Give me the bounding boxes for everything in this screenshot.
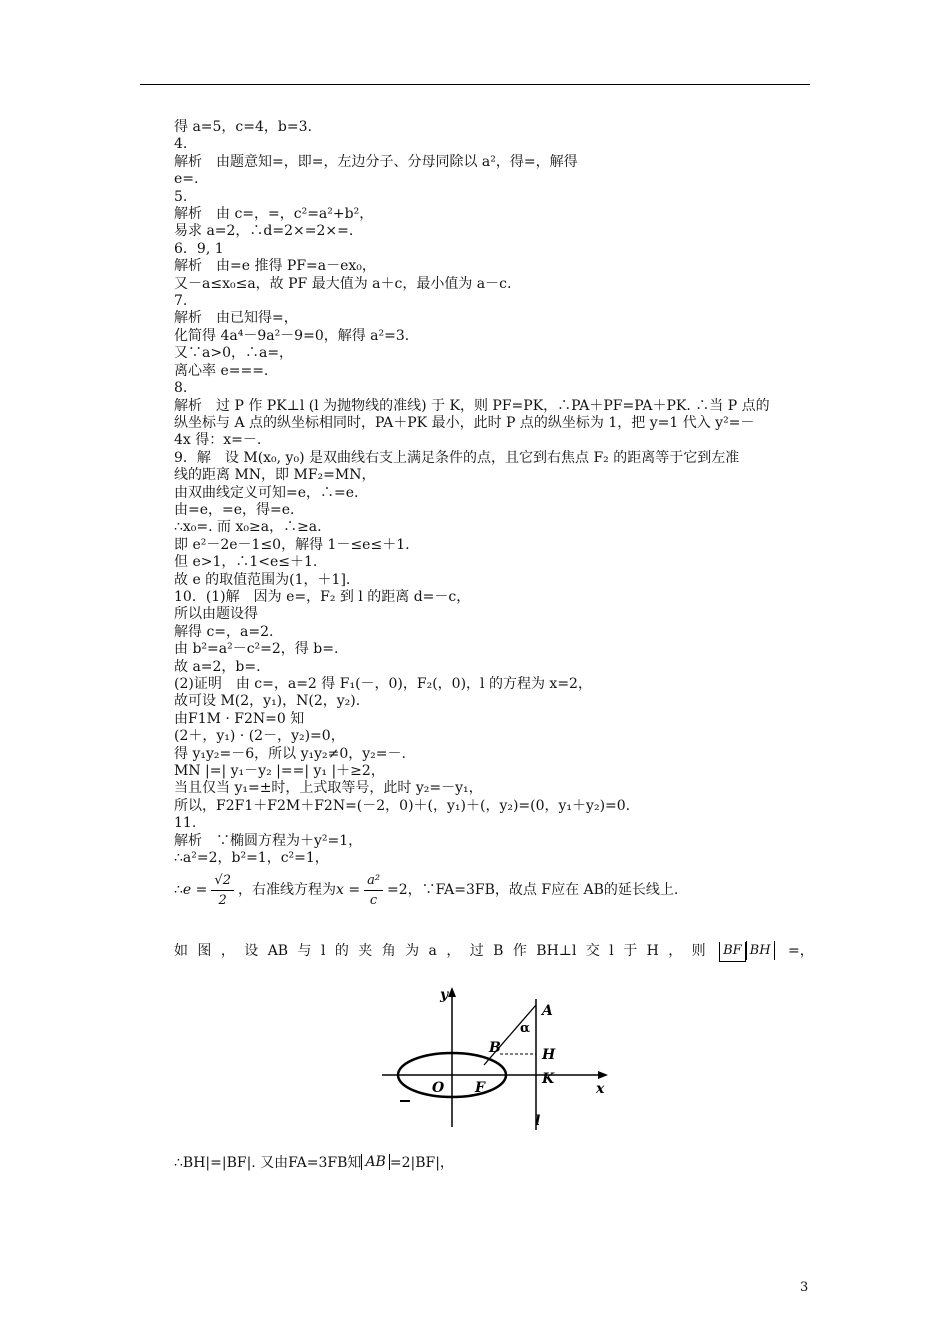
angle-line-token: a xyxy=(428,942,437,959)
text-line: 所以由题设得 xyxy=(174,606,258,623)
text-line: 得 y₁y₂=－6，所以 y₁y₂≠0，y₂=－. xyxy=(174,745,406,762)
text-line: 解得 c=，a=2. xyxy=(174,623,274,640)
text-line: 离心率 e===. xyxy=(174,362,269,379)
text-line: 即 e²－2e－1≤0，解得 1－≤e≤＋1. xyxy=(174,536,410,553)
angle-line-token: l xyxy=(609,942,614,959)
angle-line-token: H xyxy=(646,942,659,959)
angle-line-token: BH⊥l xyxy=(536,942,577,959)
label-h: H xyxy=(542,1047,556,1063)
text-line: 解析 由=e 推得 PF=a－ex₀， xyxy=(174,258,376,275)
angle-line-tail: =， xyxy=(787,942,814,959)
directrix-text: ，右准线方程为 xyxy=(237,881,336,898)
y-axis-arrow xyxy=(448,987,456,997)
x-denominator: c xyxy=(369,892,378,908)
text-line: 由 b²=a²－c²=2，得 b=. xyxy=(174,641,339,658)
angle-line-token: 为 xyxy=(405,942,420,959)
text-line: 8. xyxy=(174,380,188,397)
angle-line-token: 与 xyxy=(297,942,312,959)
text-line: 9．解 设 M(x₀, y₀) 是双曲线右支上满足条件的点，且它到右焦点 F₂ 的距离等于它到左准 xyxy=(174,449,740,466)
text-line: 线的距离 MN，即 MF₂=MN， xyxy=(174,467,376,484)
text-line: 由双曲线定义可知=e，∴=e. xyxy=(174,484,359,501)
text-line: 纵坐标与 A 点的纵坐标相同时，PA＋PK 最小，此时 P 点的纵坐标为 1，把 y=1 代入 y²=－ xyxy=(174,414,755,431)
x-fraction xyxy=(364,872,383,910)
formula-tail: =2，∵FA=3FB，故点 F应在 AB的延长线上. xyxy=(387,881,679,898)
text-line: 又－a≤x₀≤a，故 PF 最大值为 a＋c，最小值为 a－c. xyxy=(174,275,512,292)
text-line: 当且仅当 y₁=±时，上式取等号，此时 y₂=－y₁， xyxy=(174,780,483,797)
text-line: 10．(1)解 因为 e=，F₂ 到 l 的距离 d=－c， xyxy=(174,588,471,605)
ellipse-figure xyxy=(380,985,612,1133)
angle-line-token: 图 xyxy=(197,942,212,959)
angle-line-token: B xyxy=(493,942,504,959)
text-line: 得 a=5，c=4，b=3. xyxy=(174,119,312,135)
bf-over-bh-fraction xyxy=(719,941,774,961)
text-line: ∴x₀=. 而 x₀≥a，∴≥a. xyxy=(174,519,322,536)
e-numerator: √2 xyxy=(211,872,234,891)
text-line: 11. xyxy=(174,815,197,832)
final-line xyxy=(174,1152,454,1172)
angle-line-token: l xyxy=(320,942,326,959)
text-line: 解析 过 P 作 PK⊥l (l 为抛物线的准线) 于 K，则 PF=PK，∴PA＋PF=PA＋PK. ∴当 P 点的 xyxy=(174,397,770,414)
text-line: 4x 得：x=－. xyxy=(174,432,262,449)
text-line: 4. xyxy=(174,136,188,153)
eccentricity-formula: ∴ e = $\frac{√2}{2}$ ，右准线方程为 x = $\frac{\text{a²}}{c}$ =2，∵FA=3FB，故点 F应在 AB的延长线上. xyxy=(174,872,679,908)
text-line: 解析 ∵椭圆方程为＋y²=1， xyxy=(174,832,363,849)
text-line: 故 a=2，b=. xyxy=(174,658,261,675)
solution-text xyxy=(174,119,814,981)
text-line: 故 e 的取值范围为(1，＋1]. xyxy=(174,571,351,588)
text-line: MN |=| y₁－y₂ |==| y₁ |＋≥2， xyxy=(174,763,385,780)
angle-line-token: 如 xyxy=(174,942,188,959)
final-line-end: =2|BF|， xyxy=(389,1155,454,1171)
text-line: 化简得 4a⁴－9a²－9=0，解得 a²=3. xyxy=(174,327,410,344)
page-number: 3 xyxy=(800,1280,809,1295)
text-line: 5. xyxy=(174,188,188,205)
angle-line-token: 角 xyxy=(381,942,396,959)
text-lines xyxy=(174,119,814,867)
angle-line-token: 夹 xyxy=(358,942,373,959)
x-symbol: x xyxy=(335,881,344,898)
angle-line-token: 设 xyxy=(244,942,259,959)
angle-line-token: 作 xyxy=(512,942,527,959)
text-line: 又∵a>0，∴a=， xyxy=(174,345,294,362)
text-line: e=. xyxy=(174,171,199,188)
therefore-symbol: ∴ xyxy=(174,881,183,898)
text-line: ∴a²=2，b²=1，c²=1， xyxy=(174,850,329,867)
text-line: 由F1M · F2N=0 知 xyxy=(174,710,305,727)
label-f: F xyxy=(475,1080,485,1096)
text-line: 6．9, 1 xyxy=(174,240,224,257)
angle-line-token: ， xyxy=(668,942,683,959)
e-fraction xyxy=(211,872,234,910)
text-line: 所以，F2F1＋F2M＋F2N=(－2，0)＋(，y₁)＋(，y₂)=(0，y₁＋y₂)=0. xyxy=(174,797,631,814)
text-line: 解析 由题意知=，即=，左边分子、分母同除以 a²，得=，解得 xyxy=(174,153,578,170)
label-o: O xyxy=(432,1080,445,1096)
text-line: 解析 由 c=，=，c²=a²+b²， xyxy=(174,206,374,223)
angle-line-token: 交 xyxy=(585,942,600,959)
x-axis-arrow xyxy=(598,1071,608,1079)
text-line: (2)证明 由 c=，a=2 得 F₁(－，0)，F₂(，0)，l 的方程为 x=2， xyxy=(174,676,592,692)
angle-line-token: 的 xyxy=(334,942,349,959)
label-b: B xyxy=(489,1040,501,1056)
label-k: K xyxy=(542,1071,555,1087)
e-denominator: 2 xyxy=(218,892,227,908)
text-line: 由=e，=e，得=e. xyxy=(174,501,295,518)
header-rule xyxy=(140,84,810,85)
angle-line-token: AB xyxy=(267,942,289,959)
angle-line-token: 则 xyxy=(691,942,706,959)
bh-abs: BH xyxy=(746,941,775,959)
final-line-start: ∴BH|=|BF|. 又由FA=3FB知 xyxy=(174,1155,362,1171)
text-line: (2＋，y₁) · (2－，y₂)=0， xyxy=(174,728,345,745)
text-line: 易求 a=2，∴d=2×=2×=. xyxy=(174,223,354,240)
angle-line-token: 过 xyxy=(469,942,484,959)
label-l: l xyxy=(535,1113,541,1129)
text-line: 7. xyxy=(174,293,188,310)
angle-line xyxy=(174,921,814,981)
text-line: 故可设 M(2，y₁)，N(2，y₂). xyxy=(174,693,361,710)
label-alpha: α xyxy=(520,1021,531,1036)
e-symbol: e xyxy=(182,881,192,898)
label-a: A xyxy=(542,1003,553,1019)
label-y: y xyxy=(440,987,449,1003)
angle-line-token: ， xyxy=(220,942,235,959)
text-line: 但 e>1，∴1<e≤＋1. xyxy=(174,554,318,571)
angle-line-token: 于 xyxy=(623,942,638,959)
bf-abs: BF xyxy=(719,942,746,961)
text-line: 解析 由已知得=， xyxy=(174,310,298,327)
label-x: x xyxy=(596,1081,605,1097)
ab-abs: AB xyxy=(361,1154,389,1170)
x-numerator: a² xyxy=(364,872,383,891)
angle-line-token: ， xyxy=(446,942,461,959)
